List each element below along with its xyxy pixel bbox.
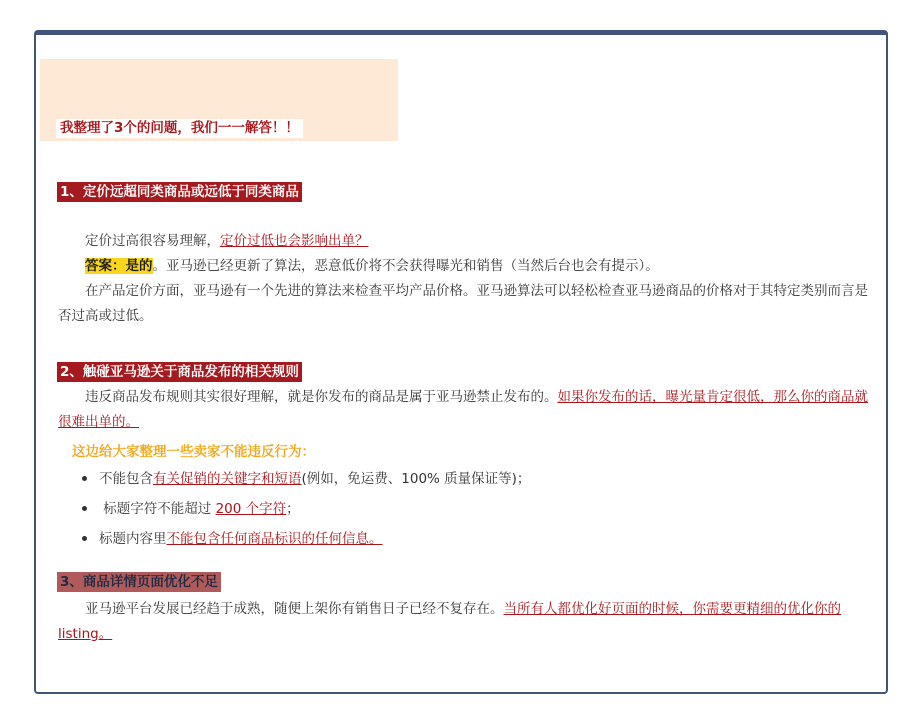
section-3-text: 亚马逊平台发展已经趋于成熟，随便上架你有销售日子已经不复存在。 <box>85 601 504 617</box>
section-1-answer <box>58 254 876 279</box>
answer-text: 。亚马逊已经更新了算法，恶意低价将不会获得曝光和销售（当然后台也会有提示）。 <box>152 258 659 274</box>
bullet-link[interactable]: 200 个字符 <box>215 501 287 517</box>
section-1-text: 定价过高很容易理解， <box>85 233 220 249</box>
intro-text: 我整理了3个的问题，我们一一解答！！ <box>56 119 303 138</box>
section-2-paragraph <box>58 385 876 435</box>
bullet-link[interactable]: 不能包含任何商品标识的任何信息。 <box>166 531 383 547</box>
bullet-dot <box>82 476 87 481</box>
section-2-highlight: 这边给大家整理一些卖家不能违反行为： <box>72 444 315 460</box>
bullet-dot <box>82 536 87 541</box>
bullet-link[interactable]: 有关促销的关键字和短语 <box>153 471 302 487</box>
list-item: 标题内容里不能包含任何商品标识的任何信息。 <box>82 528 383 550</box>
answer-label: 答案：是的 <box>85 258 153 274</box>
list-item: 不能包含有关促销的关键字和短语(例如，免运费、100% 质量保证等)； <box>82 468 530 490</box>
section-3-link[interactable]: 当所有人都优化好页面的时候，你需要更精细的优化你的listing。 <box>58 601 841 642</box>
section-3-heading: 3、商品详情页面优化不足 <box>57 572 221 592</box>
list-item: 标题字符不能超过 200 个字符； <box>82 498 300 520</box>
section-2-heading: 2、触碰亚马逊关于商品发布的相关规则 <box>57 362 302 382</box>
bullet-dot <box>82 506 87 511</box>
section-1-para3: 在产品定价方面，亚马逊有一个先进的算法来检查平均产品价格。亚马逊算法可以轻松检查亚马逊商品的价格对于其特定类别而言是否过高或过低。 <box>58 283 868 324</box>
section-3-paragraph <box>58 597 876 647</box>
section-1-paragraph-1 <box>58 229 876 254</box>
section-2-text: 违反商品发布规则其实很好理解，就是你发布的商品是属于亚马逊禁止发布的。 <box>85 389 558 405</box>
section-2-link[interactable]: 如果你发布的话，曝光量肯定很低，那么你的商品就很难出单的。 <box>58 389 868 430</box>
section-1-link[interactable]: 定价过低也会影响出单？ <box>220 233 369 249</box>
section-1-heading: 1、定价远超同类商品或远低于同类商品 <box>57 182 302 202</box>
section-1-paragraph-3 <box>58 279 876 329</box>
article-card <box>34 30 888 694</box>
